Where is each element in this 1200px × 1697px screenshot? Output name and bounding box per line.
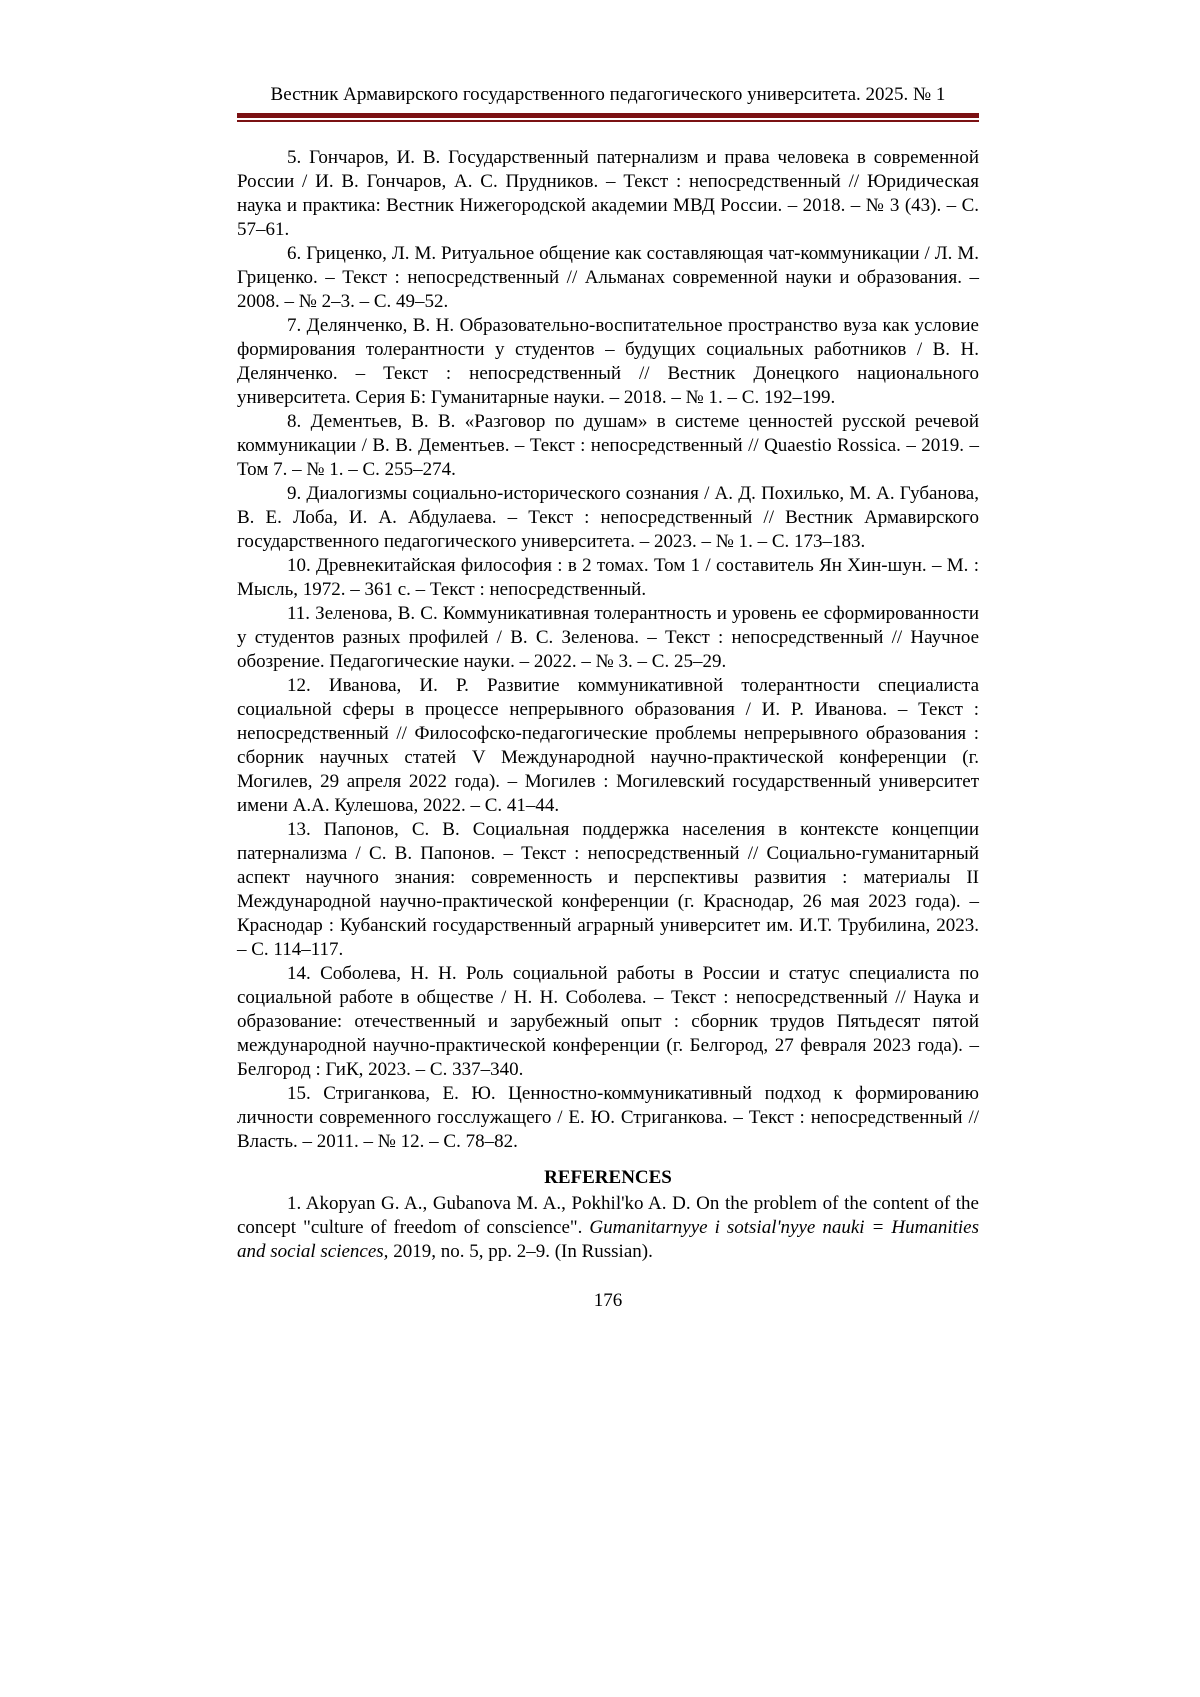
reference-item: 10. Древнекитайская философия : в 2 томах. Том 1 / составитель Ян Хин-шун. – М. : Мысль, 1972. – 361 с. – Текст : непосредственный.: [237, 555, 979, 600]
page-header: [237, 84, 979, 122]
reference-item: 15. Стриганкова, Е. Ю. Ценностно-коммуникативный подход к формированию личности современного госслужащего / Е. Ю. Стриганкова. – Текст : непосредственный // Власть. – 2011. – № 12. – С. 78–82.: [237, 1083, 979, 1152]
header-rule-thick: [237, 113, 979, 118]
journal-title: Вестник Армавирского государственного педагогического университета. 2025. № 1: [270, 84, 946, 105]
header-rule-thin: [237, 120, 979, 122]
reference-item: 13. Папонов, С. В. Социальная поддержка населения в контексте концепции патернализма / С. В. Папонов. – Текст : непосредственный // Социально-гуманитарный аспект научного знания: современность и перспективы развития : материалы II Международной научно-практической конференции (г. Краснодар, 26 мая 2023 года). – Краснодар : Кубанский государственный аграрный университет им. И.Т. Трубилина, 2023. – С. 114–117.: [237, 819, 979, 960]
references-heading: REFERENCES: [544, 1167, 672, 1188]
reference-item: 6. Гриценко, Л. М. Ритуальное общение как составляющая чат-коммуникации / Л. М. Гриценко. – Текст : непосредственный // Альманах современной науки и образования. – 2008. – № 2–3. – С. 49–52.: [237, 243, 979, 312]
reference-en-tail: 2019, no. 5, pp. 2–9. (In Russian).: [388, 1241, 653, 1262]
reference-en-text: 1. Akopyan G. A., Gubanova M. A., Pokhil'ko A. D. On the problem of the content of the concept "culture of freedom of conscience".: [237, 1193, 979, 1238]
reference-en-journal-title: Gumanitarnyye i sotsial'nyye nauki = Humanities and social sciences,: [237, 1217, 979, 1262]
reference-item: 7. Делянченко, В. Н. Образовательно-воспитательное пространство вуза как условие формирования толерантности у студентов – будущих социальных работников / В. Н. Делянченко. – Текст : непосредственный // Вестник Донецкого национального университета. Серия Б: Гуманитарные науки. – 2018. – № 1. – С. 192–199.: [237, 315, 979, 408]
page-number: 176: [593, 1290, 623, 1311]
reference-item: 12. Иванова, И. Р. Развитие коммуникативной толерантности специалиста социальной сферы в процессе непрерывного образования / И. Р. Иванова. – Текст : непосредственный // Философско-педагогические проблемы непрерывного образования : сборник научных статей V Международной научно-практической конференции (г. Могилев, 29 апреля 2022 года). – Могилев : Могилевский государственный университет имени А.А. Кулешова, 2022. – С. 41–44.: [237, 675, 979, 816]
reference-item: 8. Дементьев, В. В. «Разговор по душам» в системе ценностей русской речевой коммуникации / В. В. Дементьев. – Текст : непосредственный // Quaestio Rossica. – 2019. – Том 7. – № 1. – С. 255–274.: [237, 411, 979, 480]
reference-item: 9. Диалогизмы социально-исторического сознания / А. Д. Похилько, М. А. Губанова, В. Е. Лоба, И. А. Абдулаева. – Текст : непосредственный // Вестник Армавирского государственного педагогического университета. – 2023. – № 1. – С. 173–183.: [237, 483, 979, 552]
journal-page: [237, 84, 979, 1312]
reference-item: 11. Зеленова, В. С. Коммуникативная толерантность и уровень ее сформированности у студентов разных профилей / В. С. Зеленова. – Текст : непосредственный // Научное обозрение. Педагогические науки. – 2022. – № 3. – С. 25–29.: [237, 603, 979, 672]
bibliography-section: [237, 146, 979, 1312]
reference-item-english: [237, 1192, 979, 1264]
reference-item: 14. Соболева, Н. Н. Роль социальной работы в России и статус специалиста по социальной работе в обществе / Н. Н. Соболева. – Текст : непосредственный // Наука и образование: отечественный и зарубежный опыт : сборник трудов Пятьдесят пятой международной научно-практической конференции (г. Белгород, 27 февраля 2023 года). – Белгород : ГиК, 2023. – С. 337–340.: [237, 963, 979, 1080]
reference-item: 5. Гончаров, И. В. Государственный патернализм и права человека в современной России / И. В. Гончаров, А. С. Прудников. – Текст : непосредственный // Юридическая наука и практика: Вестник Нижегородской академии МВД России. – 2018. – № 3 (43). – С. 57–61.: [237, 147, 979, 240]
